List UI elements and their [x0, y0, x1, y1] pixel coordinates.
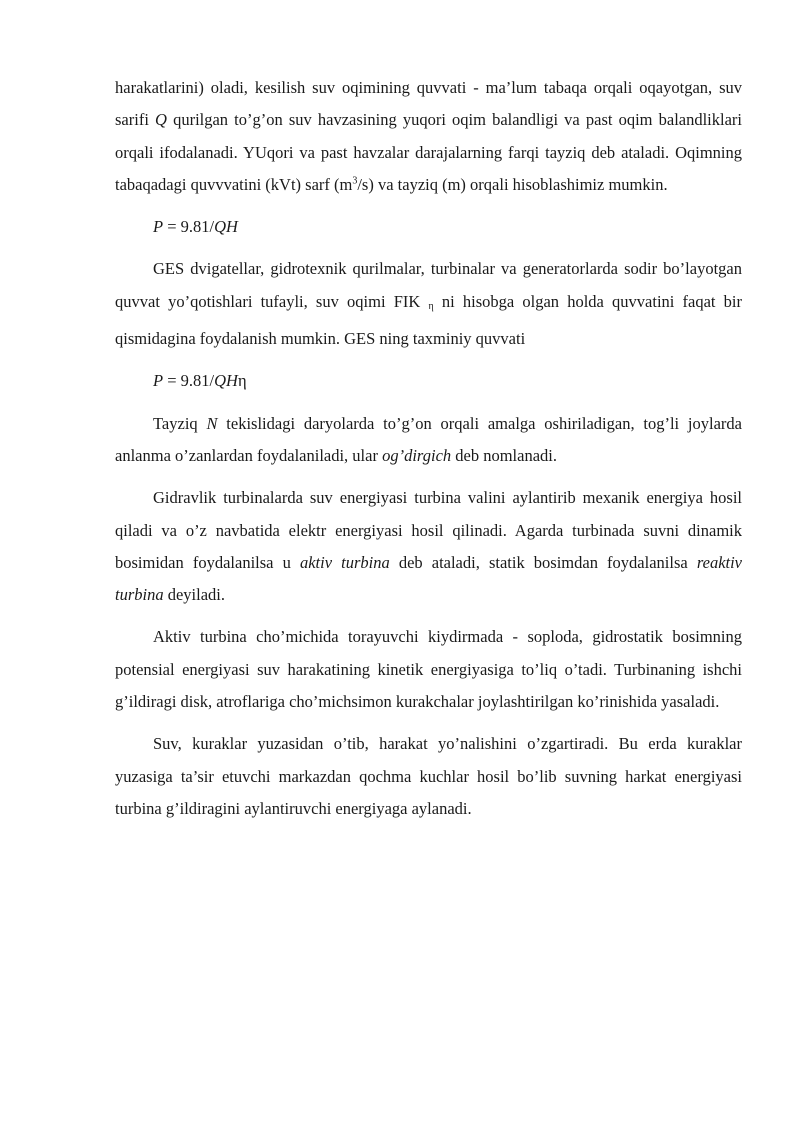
paragraph-6: Suv, kuraklar yuzasidan o’tib, harakat yo’nalishini o’zgartiradi. Bu erda kuraklar yuzasiga ta’sir etuvchi markazdan qochma kuchlar hosil bo’lib suvning harkat energiyasi turbina g’ildiragini aylantiruvchi energiyaga aylanadi.: [115, 734, 742, 818]
paragraph-3: Tayziq N tekislidagi daryolarda to’g’on orqali amalga oshiriladigan, tog’li joylarda anlanma o’zanlardan foydalaniladi, ular og’dirgich deb nomlanadi.: [115, 413, 742, 465]
superscript-3: 3: [352, 175, 358, 187]
paragraph-5: Aktiv turbina cho’michida torayuvchi kiydirmada - soploda, gidrostatik bosimning potensial energiyasi suv harakatining kinetik energiyasiga to’liq o’tadi. Turbinaning ishchi g’ildiragi disk, atroflariga cho’michsimon kurakchalar joylashtirilgan ko’rinishida yasaladi.: [115, 627, 742, 712]
document-page: [115, 72, 742, 835]
term-reaktiv-turbina: reaktiv turbina: [115, 552, 743, 605]
formula-power-efficiency: P = 9.81/QHη: [153, 371, 247, 391]
symbol-q: Q: [155, 110, 167, 130]
paragraph-1: harakatlarini) oladi, kesilish suv oqimining quvvati - ma’lum tabaqa orqali oqayotgan, suv sarifi Q qurilgan to’g’on suv havzasining yuqori oqim balandligi va past oqim balandliklari orqali ifodalanadi. YUqori va past havzalar darajalarning farqi tayziq deb ataladi. Oqimning tabaqadagi quvvvatini (kVt) sarf $(m^3/s)$ va tayziq (m) orqali hisoblashimiz mumkin.: [115, 78, 743, 194]
term-ogdirgich: og’dirgich: [382, 445, 452, 465]
paragraph-2: GES dvigatellar, gidrotexnik qurilmalar, turbinalar va generatorlarda sodir bo’layotgan quvvat yo’qotishlari tufayli, suv oqimi FIK η ni hisobga olgan holda quvvatini faqat bir qismidagina foydalanish mumkin. GES ning taxminiy quvvati: [115, 259, 743, 349]
symbol-n: N: [206, 413, 218, 433]
formula-power: P = 9.81/QH: [153, 217, 238, 237]
term-aktiv-turbina: aktiv turbina: [299, 552, 390, 572]
symbol-eta: η: [428, 300, 434, 312]
paragraph-4: Gidravlik turbinalarda suv energiyasi turbina valini aylantirib mexanik energiya hosil qiladi va o’z navbatida elektr energiyasi hosil qilinadi. Agarda turbinada suvni dinamik bosimidan foydalanilsa u aktiv turbina deb ataladi, statik bosimdan foydalanilsa reaktiv turbina deyiladi.: [115, 488, 743, 605]
